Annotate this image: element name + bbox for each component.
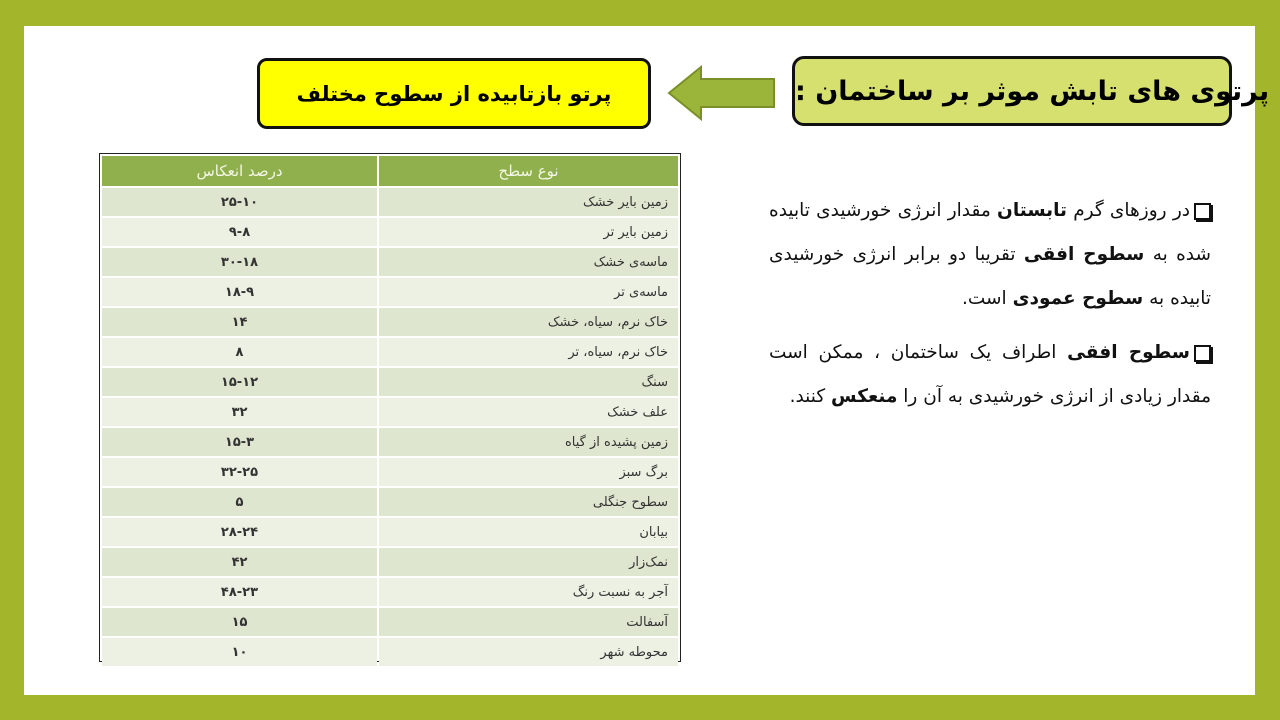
checkbox-bullet-icon bbox=[1194, 203, 1211, 220]
cell-reflection: ۳۲ bbox=[102, 398, 377, 426]
checkbox-bullet-icon bbox=[1194, 345, 1211, 362]
paragraph-1 bbox=[769, 189, 1211, 321]
cell-surface: سطوح جنگلی bbox=[379, 488, 678, 516]
cell-reflection: ۴۲ bbox=[102, 548, 377, 576]
table-row bbox=[102, 608, 678, 636]
cell-surface: ماسه‌ی خشک bbox=[379, 248, 678, 276]
cell-reflection: ۸ bbox=[102, 338, 377, 366]
table-row bbox=[102, 638, 678, 666]
cell-reflection: ۱۴ bbox=[102, 308, 377, 336]
cell-surface: خاک نرم، سیاه، تر bbox=[379, 338, 678, 366]
cell-surface: آسفالت bbox=[379, 608, 678, 636]
table-row bbox=[102, 188, 678, 216]
cell-reflection: ۹-۸ bbox=[102, 218, 377, 246]
text-run: تقریبا دو برابر انرژی خورشیدی تابیده به bbox=[769, 244, 1211, 309]
bold-run: سطوح افقی bbox=[1067, 342, 1190, 363]
paragraph-2 bbox=[769, 331, 1211, 419]
cell-surface: ماسه‌ی تر bbox=[379, 278, 678, 306]
cell-reflection: ۲۵-۱۰ bbox=[102, 188, 377, 216]
text-run: است. bbox=[961, 288, 1013, 309]
table-row bbox=[102, 368, 678, 396]
table-row bbox=[102, 338, 678, 366]
text-run: مقدار انرژی خورشیدی تابیده شده به bbox=[769, 200, 1212, 265]
table-row bbox=[102, 308, 678, 336]
cell-surface: زمین بایر تر bbox=[379, 218, 678, 246]
header-surface: نوع سطح bbox=[379, 156, 678, 186]
cell-surface: سنگ bbox=[379, 368, 678, 396]
header-reflection: درصد انعکاس bbox=[102, 156, 377, 186]
cell-reflection: ۱۸-۹ bbox=[102, 278, 377, 306]
bold-run: سطوح عمودی bbox=[1012, 288, 1144, 309]
text-run: کنند. bbox=[789, 386, 832, 407]
reflection-table bbox=[99, 153, 681, 662]
cell-surface: علف خشک bbox=[379, 398, 678, 426]
cell-surface: آجر به نسبت رنگ bbox=[379, 578, 678, 606]
cell-surface: برگ سبز bbox=[379, 458, 678, 486]
subtitle-box bbox=[257, 58, 651, 129]
table-row bbox=[102, 248, 678, 276]
slide-title: پرتوی های تابش موثر بر ساختمان : bbox=[795, 75, 1270, 107]
cell-reflection: ۲۸-۲۴ bbox=[102, 518, 377, 546]
slide-subtitle: پرتو بازتابیده از سطوح مختلف bbox=[296, 81, 612, 106]
cell-reflection: ۱۵ bbox=[102, 608, 377, 636]
bold-run: سطوح افقی bbox=[1023, 244, 1145, 265]
body-text bbox=[769, 189, 1211, 429]
cell-surface: زمین پشیده از گیاه bbox=[379, 428, 678, 456]
cell-reflection: ۵ bbox=[102, 488, 377, 516]
cell-surface: بیابان bbox=[379, 518, 678, 546]
cell-reflection: ۴۸-۲۳ bbox=[102, 578, 377, 606]
left-arrow-icon bbox=[667, 65, 777, 121]
table-row bbox=[102, 578, 678, 606]
cell-reflection: ۱۵-۳ bbox=[102, 428, 377, 456]
cell-surface: زمین بایر خشک bbox=[379, 188, 678, 216]
cell-reflection: ۱۰ bbox=[102, 638, 377, 666]
title-box bbox=[792, 56, 1270, 126]
bold-run: تابستان bbox=[997, 200, 1067, 221]
cell-reflection: ۳۲-۲۵ bbox=[102, 458, 377, 486]
text-run: اطراف یک ساختمان ، ممکن است مقدار زیادی از انرژی خورشیدی به آن را bbox=[769, 342, 1211, 407]
slide bbox=[24, 26, 1270, 695]
bold-run: منعکس bbox=[831, 386, 898, 407]
cell-reflection: ۳۰-۱۸ bbox=[102, 248, 377, 276]
cell-reflection: ۱۵-۱۲ bbox=[102, 368, 377, 396]
text-run: در روزهای گرم bbox=[1066, 200, 1190, 221]
table-row bbox=[102, 218, 678, 246]
cell-surface: محوطه شهر bbox=[379, 638, 678, 666]
table-header-row bbox=[102, 156, 678, 186]
table-row bbox=[102, 518, 678, 546]
cell-surface: نمک‌زار bbox=[379, 548, 678, 576]
table-row bbox=[102, 488, 678, 516]
table-row bbox=[102, 278, 678, 306]
table-row bbox=[102, 548, 678, 576]
table-row bbox=[102, 458, 678, 486]
table-row bbox=[102, 398, 678, 426]
cell-surface: خاک نرم، سیاه، خشک bbox=[379, 308, 678, 336]
table-row bbox=[102, 428, 678, 456]
